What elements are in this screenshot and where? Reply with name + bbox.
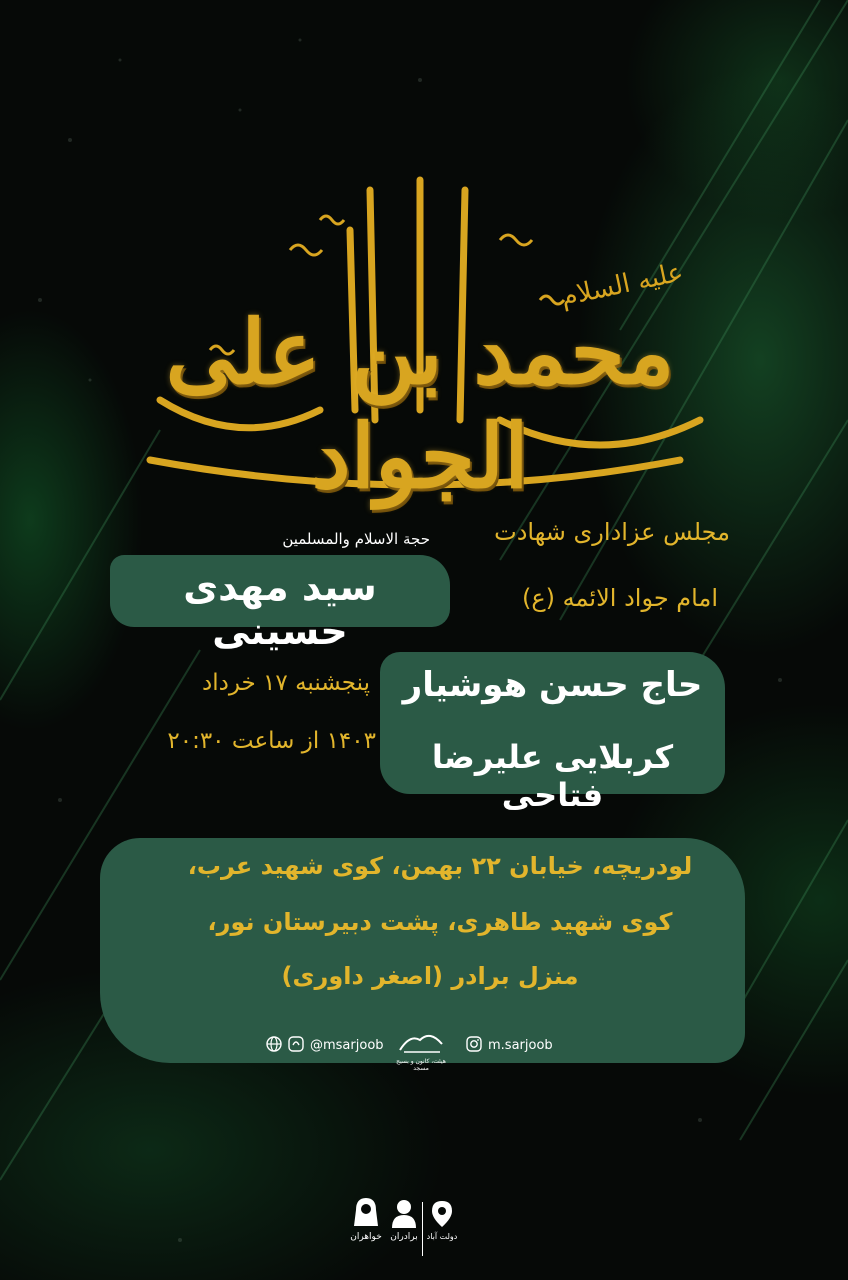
eitaa-icon	[288, 1036, 306, 1054]
address-line-3: منزل برادر (اصغر داوری)	[281, 962, 579, 990]
social-left	[266, 1036, 384, 1054]
majlis-line-2: امام جواد الائمه (ع)	[522, 584, 718, 612]
schedule-time: ۱۴۰۳ از ساعت ۲۰:۳۰	[167, 728, 376, 754]
globe-icon	[266, 1036, 284, 1054]
eulogist-1: حاج حسن هوشیار	[402, 665, 703, 705]
instagram-icon	[466, 1036, 484, 1054]
speaker-honorific: حجة الاسلام والمسلمین	[282, 530, 430, 548]
footer-item-location	[426, 1200, 458, 1241]
schedule-date: پنجشنبه ۱۷ خرداد	[201, 670, 370, 696]
footer-icons	[350, 1196, 460, 1268]
location-pin-icon	[431, 1200, 453, 1228]
speaker-name: سید مهدی حسینی	[183, 565, 377, 653]
female-user-icon	[353, 1196, 379, 1228]
footer-label-brothers: برادران	[390, 1232, 418, 1242]
address-line-1: لودریچه، خیابان ۲۲ بهمن، کوی شهید عرب،	[187, 852, 693, 880]
footer-item-brothers	[388, 1198, 420, 1242]
social-right	[466, 1036, 553, 1054]
eulogist-2: کربلایی علیرضا فتاحی	[431, 738, 674, 814]
footer-label-location: دولت آباد	[426, 1232, 458, 1241]
footer-item-sisters	[350, 1196, 382, 1242]
male-user-icon	[391, 1198, 417, 1228]
footer-label-sisters: خواهران	[350, 1232, 382, 1242]
address-line-2: کوی شهید طاهری، پشت دبیرستان نور،	[207, 908, 673, 936]
social-left-handle: @msarjoob	[310, 1037, 384, 1053]
calligraphy-main-title: محمد بن علی الجواد	[165, 300, 675, 508]
mosque-logo	[388, 1030, 454, 1070]
mosque-logo-caption: هیئت، کانون و بسیج مسجد	[396, 1058, 446, 1072]
footer-divider	[422, 1202, 423, 1256]
social-right-handle: m.sarjoob	[488, 1037, 553, 1053]
majlis-line-1: مجلس عزاداری شهادت	[494, 518, 730, 546]
calligraphy-salutation: علیه السلام	[558, 257, 686, 313]
